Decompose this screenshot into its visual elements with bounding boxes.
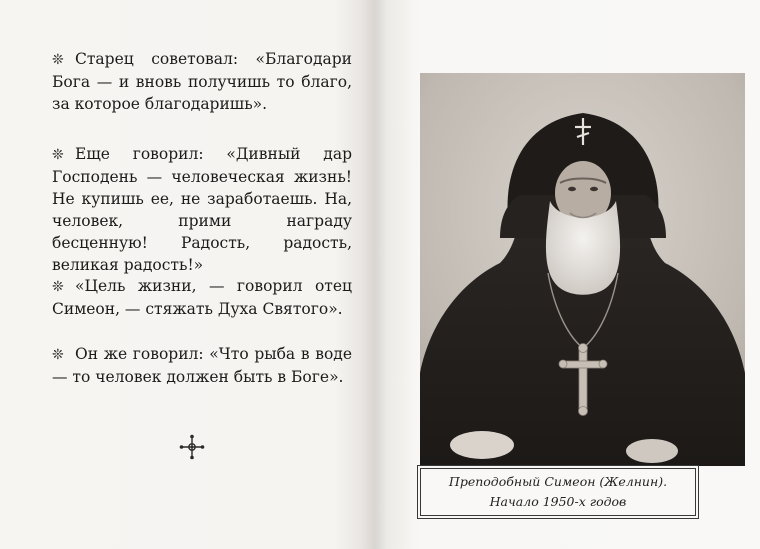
paragraph-3 xyxy=(52,275,352,320)
bullet-ornament-icon: ❊ xyxy=(52,347,64,363)
paragraph-text: Еще говорил: «Дивный дар Господень — человеческая жизнь! Не купишь ее, не заработаешь. На, человек, прими награду бесценную! Радость, радость, великая радость!» xyxy=(52,145,352,274)
right-page xyxy=(378,0,760,549)
paragraph-2 xyxy=(52,143,352,276)
photo-caption xyxy=(420,468,696,516)
bullet-ornament-icon: ❊ xyxy=(52,147,64,163)
bullet-ornament-icon: ❊ xyxy=(52,279,64,295)
caption-line-1: Преподобный Симеон (Желнин). xyxy=(448,474,668,489)
paragraph-text: «Цель жизни, — говорил отец Симеон, — стяжать Духа Святого». xyxy=(52,277,352,318)
cross-ornament-icon xyxy=(179,434,205,460)
paragraph-text: Он же говорил: «Что рыба в воде — то человек должен быть в Боге». xyxy=(52,345,352,386)
left-page xyxy=(0,0,372,549)
bullet-ornament-icon: ❊ xyxy=(52,52,64,68)
caption-line-2: Начало 1950-х годов xyxy=(489,494,627,509)
paragraph-1 xyxy=(52,48,352,115)
paragraph-4 xyxy=(52,343,352,388)
paragraph-text: Старец советовал: «Благодари Бога — и вновь получишь то благо, за которое благодаришь». xyxy=(52,50,352,113)
monk-portrait-photo xyxy=(420,73,745,466)
